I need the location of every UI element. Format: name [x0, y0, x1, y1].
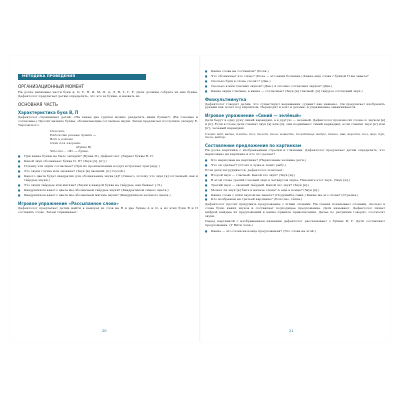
- list-item: ■ Сколько букв в слове «поля»? (Две.): [205, 80, 385, 84]
- subheading: Составление предложения по картинкам: [205, 143, 302, 149]
- list-item: ■ Квадратиком какого цвета мы обозначаем мягкие звуки? (Квадратиком зелёного цвета.): [18, 194, 198, 198]
- paragraph: Дети берут в одну руку синий карандаш, а в другую — зелёный. Дефектолог произносит слова со звуком [в] и [п]. Если в слове дети слышат звук [в] или [п], они поднимают синий карандаш, если слышат звук [в'] или [п'], зелёный карандаш.: [205, 118, 385, 131]
- page-number: 21: [289, 329, 294, 334]
- question-list: [205, 159, 385, 168]
- poem-line: Вот и готова: [50, 137, 73, 142]
- poem-line: Палочка,: [50, 129, 65, 134]
- list-item: ■ В этом слове третий гласный звук в четвёртом звуке. Назовите этот звук. (Звук [и].): [205, 179, 385, 183]
- paragraph: Дефектолог предлагает детям найти в каждом из слов на В и две буквы А и О, а из этих букв В и П составить слово. Затем спрашивает:: [18, 205, 198, 214]
- list-item: ■ Третий звук — звонкий твёрдый. Какой это звук? (Звук [в].): [205, 184, 385, 188]
- list-item: ■ Кто изображён на третьей картинке? (Полотно, тёлка.): [205, 198, 385, 202]
- book-gutter: [199, 56, 201, 342]
- list-item: ■ Почему эти звуки согласные? (При их произношении воздух встречает преграду.): [18, 165, 198, 169]
- subheading: Игровое упражнение «Рассыпанное слово»: [18, 200, 119, 206]
- section-title: ОСНОВНАЯ ЧАСТЬ: [18, 101, 58, 107]
- question-list: [205, 174, 385, 202]
- list-item: ■ Какие слова вы составили? (Поля.): [205, 70, 385, 74]
- list-item: ■ Второй звук — гласный. Какой это звук? (Звук [и].): [205, 174, 385, 178]
- list-item: ■ Какой звук обозначает буква П, П? (Звук [п], [п'].): [18, 160, 198, 164]
- list-item: ■ Что обозначает это слово? (Поле — это наша большая.) Какие ещё слова с буквой П вы знаете?: [205, 75, 385, 79]
- list-item: ■ Сколько в нём гласных звуков? (Два.) А сколько согласных звуков? (Два.): [205, 85, 385, 89]
- question-list: [18, 155, 198, 197]
- paragraph: Дефектолог говорит детям, что существуют выражения «удавит как камень». Он предлагает изобразить руками как полет под кирпичом. Переходит в зонт и детьми, и упражнение заканчивается.: [205, 101, 385, 110]
- left-page: [18, 56, 198, 342]
- paragraph: На доске картинки с изображением стрелки и глазками. Дефектолог предлагает детям определить, что нарисовано на картинке и кто что делает?: [205, 148, 385, 157]
- list-item: ■ Может ли звук [в] быть в начале слова? А ещё в конце? (Звук [в].): [205, 189, 385, 193]
- paragraph: На доске написаны части букв А, О, У, Н, И, М, П, А, Л, Я, Т, Г, Е. Дети должны собрать из них буквы. Дефектолог предлагает детям определить, что это за буквы, и назвать их.: [18, 89, 198, 98]
- list-item: ■ При какие буквы не было загадки? (Буква П.) Дефектолог убирает буквы В, П.: [18, 155, 198, 159]
- list-item: ■ Какие — это слова на конце предложения? (Это слова на этой.): [205, 230, 385, 234]
- list-item: ■ Какого цвета будет квадратик для обозначения звука [в]? (Синего, потому что звук [в] согласный, как и твёрдые звуки.): [18, 175, 198, 183]
- list-item: ■ Что он сделает? (Стоит в луже и ловит рыбу.): [205, 164, 385, 168]
- list-item: ■ Какие слова с этим звуком вы знаете? (Подумайте сами.) Какие же это слова? (Стрелка.): [205, 194, 385, 198]
- section-title: ОРГАНИЗАЦИОННЫЙ МОМЕНТ: [18, 83, 85, 89]
- paragraph: Если дети затрудняются, дефектолог помогает:: [205, 167, 284, 172]
- subheading: Характеристика букв В, П: [18, 109, 79, 115]
- list-item: ■ Кто нарисован на картинке? (Нарисованы зелёные дети.): [205, 159, 385, 163]
- list-item: ■ Это звуки глухие или звонкие? (Звук [в] звонкий, [п] глухой.): [18, 170, 198, 174]
- paragraph: Дефектолог спрашивает детей: «На какие две группы можно разделить наши буквы?» (На гласные и согласные.) Просит назвать буквы, обозначающие согласные звуки. Затем предлагает послушать загадку Е. Тарловского:: [18, 114, 198, 127]
- list-item: ■ Квадратиком какого цвета мы обозначаем твёрдые звуки? (Квадратиком синего цвета.): [18, 189, 198, 193]
- list-item: ■ Это звуки твёрдые или мягкие? (Звуки в каждой букве не твёрдые, как бывает у П.): [18, 184, 198, 188]
- poem-line: Рядом две разные дужки —: [50, 133, 97, 138]
- poem-answer: (Буква В): [76, 145, 92, 150]
- poem-line: Очки для лягушки.: [50, 141, 82, 146]
- question-list: [205, 70, 385, 94]
- paragraph: Дефектолог просит придумать предложение с этими словами. На схемах показывает словами, сколько в слове букв, каких звуков и составляет подходящее предложение. Дети называют. Дефектолог пишет цифрой каждые из предложений в какие правила правописания. Далее по рисункам говорят, соотносят звуки.: [205, 202, 385, 219]
- list-item: ■ Какие звуки гласные, а какие — согласные? (Звук [а] гласный, [п] твёрдое согласный звук.): [205, 90, 385, 94]
- subheading: Игровое упражнение «Синий — зелёный»: [205, 113, 302, 119]
- paragraph: Перед картинкой с изображением названия дефектолог рассказывает о буквах В, У. Дети составляют предложения. (У Вити лопа.): [205, 219, 385, 228]
- poem: [50, 129, 198, 153]
- subheading: Физкультминутка: [205, 96, 247, 102]
- question-list: [205, 230, 385, 234]
- section-banner: МЕТОДИКА ПРОВЕДЕНИЯ: [18, 74, 146, 80]
- poem-line: Что-то… «Ф» — буква.: [50, 149, 89, 154]
- word-list: Слова: вид, весна, плита, пол, пилот, пила, новость, полотенце, ведро, пенал, ива, ворота, пол, мор, пук, пила, ветер.: [205, 131, 385, 140]
- page-number: 20: [102, 329, 107, 334]
- right-page: [205, 56, 385, 342]
